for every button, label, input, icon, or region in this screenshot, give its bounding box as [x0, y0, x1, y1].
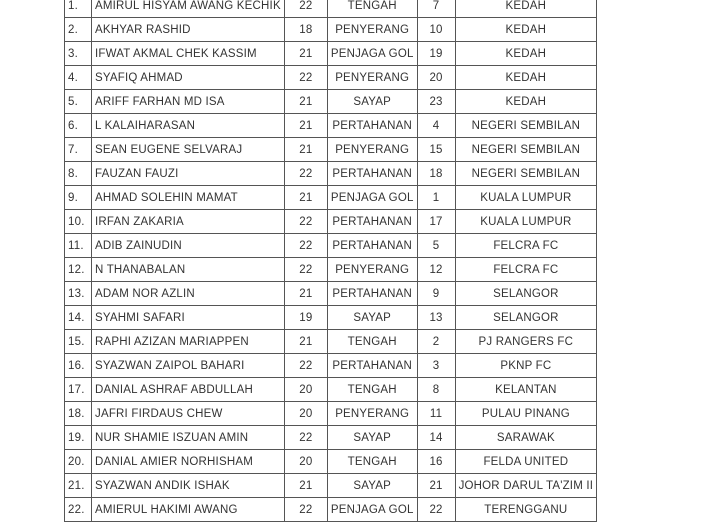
- row-number: 22.: [65, 498, 92, 522]
- jersey-number: 15: [417, 138, 455, 162]
- player-position: PERTAHANAN: [327, 354, 417, 378]
- player-age: 22: [284, 426, 327, 450]
- player-club: NEGERI SEMBILAN: [455, 138, 597, 162]
- player-name: SEAN EUGENE SELVARAJ: [92, 138, 285, 162]
- player-club: JOHOR DARUL TA'ZIM II: [455, 474, 597, 498]
- table-row: [65, 258, 597, 282]
- jersey-number: 16: [417, 450, 455, 474]
- jersey-number: 22: [417, 498, 455, 522]
- jersey-number: 5: [417, 234, 455, 258]
- jersey-number: 9: [417, 282, 455, 306]
- player-position: TENGAH: [327, 378, 417, 402]
- table-row: [65, 402, 597, 426]
- player-name: SYAFIQ AHMAD: [92, 66, 285, 90]
- player-name: SYAHMI SAFARI: [92, 306, 285, 330]
- player-name: ADIB ZAINUDIN: [92, 234, 285, 258]
- jersey-number: 7: [417, 0, 455, 18]
- jersey-number: 14: [417, 426, 455, 450]
- player-age: 21: [284, 186, 327, 210]
- player-age: 20: [284, 450, 327, 474]
- player-age: 22: [284, 66, 327, 90]
- table-row: [65, 66, 597, 90]
- jersey-number: 8: [417, 378, 455, 402]
- player-age: 21: [284, 42, 327, 66]
- player-name: JAFRI FIRDAUS CHEW: [92, 402, 285, 426]
- table-row: [65, 306, 597, 330]
- player-club: KUALA LUMPUR: [455, 186, 597, 210]
- player-position: PENJAGA GOL: [327, 186, 417, 210]
- row-number: 5.: [65, 90, 92, 114]
- table-row: [65, 498, 597, 522]
- player-club: SELANGOR: [455, 306, 597, 330]
- row-number: 3.: [65, 42, 92, 66]
- player-name: RAPHI AZIZAN MARIAPPEN: [92, 330, 285, 354]
- row-number: 9.: [65, 186, 92, 210]
- row-number: 15.: [65, 330, 92, 354]
- player-name: IFWAT AKMAL CHEK KASSIM: [92, 42, 285, 66]
- player-name: DANIAL ASHRAF ABDULLAH: [92, 378, 285, 402]
- row-number: 10.: [65, 210, 92, 234]
- row-number: 6.: [65, 114, 92, 138]
- player-club: KEDAH: [455, 42, 597, 66]
- row-number: 20.: [65, 450, 92, 474]
- player-position: SAYAP: [327, 90, 417, 114]
- squad-table: [64, 0, 597, 522]
- player-club: KUALA LUMPUR: [455, 210, 597, 234]
- player-name: AMIRUL HISYAM AWANG KECHIK: [92, 0, 285, 18]
- table-row: [65, 354, 597, 378]
- table-row: [65, 42, 597, 66]
- player-club: PKNP FC: [455, 354, 597, 378]
- row-number: 12.: [65, 258, 92, 282]
- row-number: 16.: [65, 354, 92, 378]
- player-age: 21: [284, 330, 327, 354]
- player-name: NUR SHAMIE ISZUAN AMIN: [92, 426, 285, 450]
- player-name: FAUZAN FAUZI: [92, 162, 285, 186]
- player-club: PJ RANGERS FC: [455, 330, 597, 354]
- table-row: [65, 0, 597, 18]
- player-club: FELCRA FC: [455, 234, 597, 258]
- row-number: 21.: [65, 474, 92, 498]
- jersey-number: 11: [417, 402, 455, 426]
- player-age: 21: [284, 90, 327, 114]
- player-age: 22: [284, 234, 327, 258]
- squad-table-body: [65, 0, 597, 522]
- player-age: 20: [284, 378, 327, 402]
- table-row: [65, 138, 597, 162]
- player-age: 21: [284, 474, 327, 498]
- player-age: 21: [284, 138, 327, 162]
- player-age: 18: [284, 18, 327, 42]
- jersey-number: 10: [417, 18, 455, 42]
- row-number: 17.: [65, 378, 92, 402]
- player-name: ADAM NOR AZLIN: [92, 282, 285, 306]
- table-row: [65, 114, 597, 138]
- jersey-number: 1: [417, 186, 455, 210]
- player-name: DANIAL AMIER NORHISHAM: [92, 450, 285, 474]
- player-position: PERTAHANAN: [327, 210, 417, 234]
- player-position: PENYERANG: [327, 66, 417, 90]
- player-position: SAYAP: [327, 426, 417, 450]
- player-name: IRFAN ZAKARIA: [92, 210, 285, 234]
- row-number: 18.: [65, 402, 92, 426]
- player-name: N THANABALAN: [92, 258, 285, 282]
- jersey-number: 2: [417, 330, 455, 354]
- player-position: PERTAHANAN: [327, 282, 417, 306]
- player-club: KEDAH: [455, 0, 597, 18]
- table-row: [65, 18, 597, 42]
- player-club: KEDAH: [455, 90, 597, 114]
- player-club: KELANTAN: [455, 378, 597, 402]
- player-name: ARIFF FARHAN MD ISA: [92, 90, 285, 114]
- row-number: 13.: [65, 282, 92, 306]
- player-position: PERTAHANAN: [327, 114, 417, 138]
- jersey-number: 17: [417, 210, 455, 234]
- player-position: PENYERANG: [327, 258, 417, 282]
- player-club: NEGERI SEMBILAN: [455, 162, 597, 186]
- table-row: [65, 90, 597, 114]
- player-age: 19: [284, 306, 327, 330]
- player-club: SARAWAK: [455, 426, 597, 450]
- player-name: AHMAD SOLEHIN MAMAT: [92, 186, 285, 210]
- player-club: FELDA UNITED: [455, 450, 597, 474]
- jersey-number: 3: [417, 354, 455, 378]
- player-position: PERTAHANAN: [327, 162, 417, 186]
- player-age: 22: [284, 210, 327, 234]
- jersey-number: 20: [417, 66, 455, 90]
- row-number: 19.: [65, 426, 92, 450]
- table-row: [65, 426, 597, 450]
- player-name: AKHYAR RASHID: [92, 18, 285, 42]
- row-number: 14.: [65, 306, 92, 330]
- jersey-number: 23: [417, 90, 455, 114]
- row-number: 8.: [65, 162, 92, 186]
- player-position: PENJAGA GOL: [327, 498, 417, 522]
- player-position: TENGAH: [327, 330, 417, 354]
- row-number: 4.: [65, 66, 92, 90]
- player-age: 22: [284, 498, 327, 522]
- player-position: PENYERANG: [327, 18, 417, 42]
- player-name: L KALAIHARASAN: [92, 114, 285, 138]
- row-number: 2.: [65, 18, 92, 42]
- table-row: [65, 282, 597, 306]
- player-position: PENYERANG: [327, 402, 417, 426]
- player-position: SAYAP: [327, 306, 417, 330]
- player-club: SELANGOR: [455, 282, 597, 306]
- table-row: [65, 450, 597, 474]
- player-club: KEDAH: [455, 66, 597, 90]
- player-position: PENJAGA GOL: [327, 42, 417, 66]
- player-position: TENGAH: [327, 450, 417, 474]
- player-age: 20: [284, 402, 327, 426]
- player-age: 22: [284, 162, 327, 186]
- table-row: [65, 330, 597, 354]
- player-name: SYAZWAN ZAIPOL BAHARI: [92, 354, 285, 378]
- table-row: [65, 378, 597, 402]
- table-row: [65, 234, 597, 258]
- jersey-number: 13: [417, 306, 455, 330]
- player-position: PENYERANG: [327, 138, 417, 162]
- player-club: PULAU PINANG: [455, 402, 597, 426]
- row-number: 11.: [65, 234, 92, 258]
- player-age: 21: [284, 114, 327, 138]
- player-club: FELCRA FC: [455, 258, 597, 282]
- row-number: 7.: [65, 138, 92, 162]
- row-number: 1.: [65, 0, 92, 18]
- player-name: AMIERUL HAKIMI AWANG: [92, 498, 285, 522]
- player-name: SYAZWAN ANDIK ISHAK: [92, 474, 285, 498]
- player-position: PERTAHANAN: [327, 234, 417, 258]
- player-club: TERENGGANU: [455, 498, 597, 522]
- jersey-number: 18: [417, 162, 455, 186]
- player-age: 22: [284, 0, 327, 18]
- player-club: KEDAH: [455, 18, 597, 42]
- jersey-number: 21: [417, 474, 455, 498]
- table-row: [65, 186, 597, 210]
- table-row: [65, 210, 597, 234]
- player-age: 21: [284, 282, 327, 306]
- player-position: TENGAH: [327, 0, 417, 18]
- table-row: [65, 474, 597, 498]
- player-position: SAYAP: [327, 474, 417, 498]
- jersey-number: 12: [417, 258, 455, 282]
- player-club: NEGERI SEMBILAN: [455, 114, 597, 138]
- player-age: 22: [284, 354, 327, 378]
- player-age: 22: [284, 258, 327, 282]
- jersey-number: 19: [417, 42, 455, 66]
- jersey-number: 4: [417, 114, 455, 138]
- table-row: [65, 162, 597, 186]
